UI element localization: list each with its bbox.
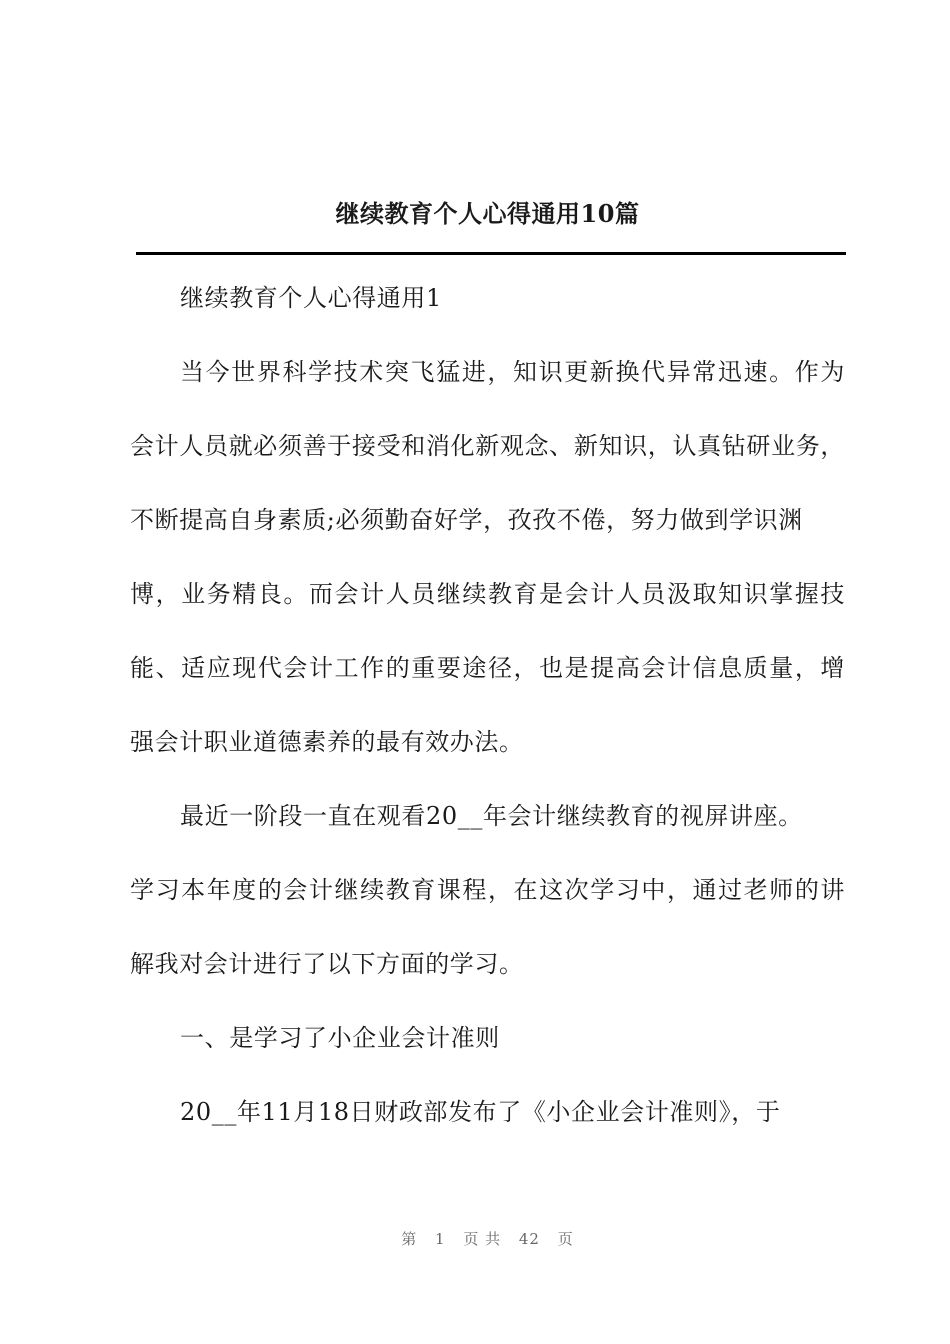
footer-prefix: 第 (401, 1230, 418, 1248)
paragraph-line: 会计人员就必须善于接受和消化新观念、新知识，认真钻研业务， (130, 432, 845, 460)
paragraph-line: 不断提高自身素质;必须勤奋好学，孜孜不倦，努力做到学识渊 (130, 506, 803, 534)
page-footer (0, 1228, 950, 1249)
paragraph-line: 最近一阶段一直在观看20__年会计继续教育的视屏讲座。 (180, 802, 803, 830)
paragraph-line: 当今世界科学技术突飞猛进，知识更新换代异常迅速。作为 (180, 358, 845, 386)
paragraph-line: 学习本年度的会计继续教育课程，在这次学习中，通过老师的讲 (130, 876, 845, 904)
footer-middle: 页 共 (463, 1230, 502, 1248)
paragraph-line: 能、适应现代会计工作的重要途径，也是提高会计信息质量，增 (130, 654, 845, 682)
footer-suffix: 页 (557, 1230, 574, 1248)
section-heading-line: 继续教育个人心得通用1 (180, 284, 442, 312)
paragraph-line: 20__年11月18日财政部发布了《小企业会计准则》，于 (180, 1098, 781, 1126)
paragraph-line: 解我对会计进行了以下方面的学习。 (130, 950, 524, 978)
document-title: 继续教育个人心得通用10篇 (335, 199, 640, 228)
footer-page-number: 1 (435, 1230, 446, 1248)
paragraph-line: 博，业务精良。而会计人员继续教育是会计人员汲取知识掌握技 (130, 580, 845, 608)
paragraph-line: 强会计职业道德素养的最有效办法。 (130, 728, 524, 756)
title-underline (136, 252, 846, 255)
document-body (130, 278, 845, 1166)
footer-total-pages: 42 (518, 1230, 540, 1248)
subsection-heading-line: 一、是学习了小企业会计准则 (180, 1024, 500, 1052)
